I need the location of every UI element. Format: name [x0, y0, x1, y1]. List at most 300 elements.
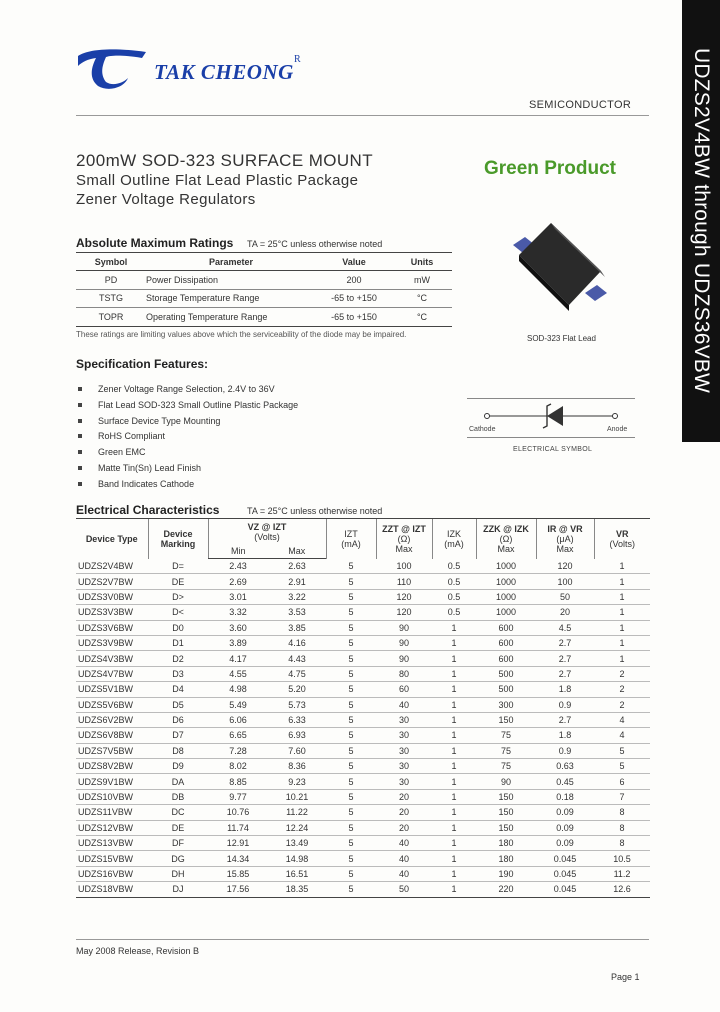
release-note: May 2008 Release, Revision B	[76, 946, 200, 956]
izk-cell: 1	[432, 682, 476, 697]
vz-max-cell: 4.43	[268, 651, 326, 666]
zzt-cell: 30	[376, 743, 432, 758]
vz-max-cell: 6.93	[268, 728, 326, 743]
izk-cell: 1	[432, 651, 476, 666]
vz-max-cell: 2.91	[268, 574, 326, 589]
izt-cell: 5	[326, 836, 376, 851]
zzk-cell: 90	[476, 774, 536, 789]
vz-max-cell: 16.51	[268, 866, 326, 881]
table-row	[76, 574, 650, 589]
izk-cell: 1	[432, 759, 476, 774]
vr-cell: 1	[594, 589, 650, 604]
izk-cell: 1	[432, 712, 476, 727]
package-caption: SOD-323 Flat Lead	[527, 334, 596, 343]
device-type-cell: UDZS5V1BW	[76, 682, 148, 697]
zzt-cell: 30	[376, 759, 432, 774]
vz-max-cell: 2.63	[268, 559, 326, 574]
col-vz	[208, 519, 326, 545]
device-marking-cell: D5	[148, 697, 208, 712]
table-row	[76, 308, 452, 327]
zzk-cell: 190	[476, 866, 536, 881]
ir-cell: 2.7	[536, 635, 594, 650]
vz-min-cell: 12.91	[208, 836, 268, 851]
zzt-cell: 120	[376, 589, 432, 604]
vr-cell: 2	[594, 697, 650, 712]
zzt-cell: 90	[376, 651, 432, 666]
device-marking-cell: D2	[148, 651, 208, 666]
vz-min-cell: 2.43	[208, 559, 268, 574]
vz-min-cell: 4.55	[208, 666, 268, 681]
vz-max-cell: 3.53	[268, 605, 326, 620]
device-type-cell: UDZS3V9BW	[76, 635, 148, 650]
izk-unit: (mA)	[444, 538, 464, 549]
device-type-cell: UDZS2V7BW	[76, 574, 148, 589]
symbol-cell: TOPR	[76, 308, 146, 327]
vz-label: VZ @ IZT	[247, 521, 287, 532]
list-item: Band Indicates Cathode	[78, 479, 298, 495]
vz-min-cell: 17.56	[208, 882, 268, 897]
table-row	[76, 805, 650, 820]
vz-max-cell: 4.75	[268, 666, 326, 681]
vz-min-cell: 7.28	[208, 743, 268, 758]
col-zzt	[376, 519, 432, 559]
abs-max-note: TA = 25°C unless otherwise noted	[247, 239, 383, 249]
device-marking-cell: DH	[148, 866, 208, 881]
vz-min-cell: 15.85	[208, 866, 268, 881]
zzk-cell: 220	[476, 882, 536, 897]
izt-cell: 5	[326, 620, 376, 635]
zzk-cell: 1000	[476, 559, 536, 574]
izk-label: IZK	[446, 528, 461, 539]
zzk-unit: (Ω)	[499, 533, 513, 544]
zzk-cell: 180	[476, 851, 536, 866]
device-marking-cell: D3	[148, 666, 208, 681]
vz-min-cell: 11.74	[208, 820, 268, 835]
device-type-cell: UDZS4V7BW	[76, 666, 148, 681]
table-row	[76, 712, 650, 727]
zzt-unit: (Ω)	[397, 533, 411, 544]
device-type-cell: UDZS3V0BW	[76, 589, 148, 604]
ir-cell: 0.045	[536, 851, 594, 866]
device-type-cell: UDZS15VBW	[76, 851, 148, 866]
izk-cell: 1	[432, 805, 476, 820]
zzt-cell: 40	[376, 836, 432, 851]
table-row	[76, 851, 650, 866]
device-marking-cell: DJ	[148, 882, 208, 897]
title-line-3: Zener Voltage Regulators	[76, 191, 256, 208]
table-row	[76, 759, 650, 774]
list-item: Matte Tin(Sn) Lead Finish	[78, 463, 298, 479]
zzk-cell: 150	[476, 805, 536, 820]
device-type-cell: UDZS10VBW	[76, 789, 148, 804]
zzt-cell: 90	[376, 620, 432, 635]
zzk-cell: 180	[476, 836, 536, 851]
units-cell: mW	[392, 271, 452, 290]
izk-cell: 1	[432, 836, 476, 851]
device-type-cell: UDZS12VBW	[76, 820, 148, 835]
vr-cell: 8	[594, 820, 650, 835]
vz-max-cell: 14.98	[268, 851, 326, 866]
izk-cell: 1	[432, 774, 476, 789]
vz-min-cell: 4.98	[208, 682, 268, 697]
device-type-cell: UDZS13VBW	[76, 836, 148, 851]
ir-cell: 0.045	[536, 866, 594, 881]
vz-max-cell: 11.22	[268, 805, 326, 820]
vr-cell: 1	[594, 635, 650, 650]
zzk-cell: 300	[476, 697, 536, 712]
table-row	[76, 866, 650, 881]
ir-cell: 2.7	[536, 712, 594, 727]
units-cell: °C	[392, 308, 452, 327]
table-row	[76, 666, 650, 681]
ir-cell: 0.09	[536, 805, 594, 820]
ir-cell: 2.7	[536, 666, 594, 681]
device-type-cell: UDZS18VBW	[76, 882, 148, 897]
device-type-cell: UDZS4V3BW	[76, 651, 148, 666]
table-row	[76, 635, 650, 650]
list-item: RoHS Compliant	[78, 431, 298, 447]
izk-cell: 1	[432, 620, 476, 635]
col-parameter: Parameter	[146, 253, 316, 271]
list-item: Green EMC	[78, 447, 298, 463]
zzt-cell: 80	[376, 666, 432, 681]
zzt-cell: 90	[376, 635, 432, 650]
cathode-label: Cathode	[469, 426, 496, 433]
zzt-cell: 30	[376, 712, 432, 727]
table-row	[76, 589, 650, 604]
table-row	[76, 882, 650, 897]
vz-min-cell: 5.49	[208, 697, 268, 712]
electrical-table	[76, 518, 650, 898]
vr-cell: 8	[594, 805, 650, 820]
list-item: Flat Lead SOD-323 Small Outline Plastic Package	[78, 400, 298, 416]
vr-cell: 1	[594, 620, 650, 635]
vz-max-cell: 13.49	[268, 836, 326, 851]
vz-max-cell: 7.60	[268, 743, 326, 758]
col-vr	[594, 519, 650, 559]
elec-title: Electrical Characteristics	[76, 503, 220, 517]
device-marking-cell: D6	[148, 712, 208, 727]
device-marking-cell: D>	[148, 589, 208, 604]
zzk-cell: 75	[476, 743, 536, 758]
izt-cell: 5	[326, 866, 376, 881]
ir-sub: Max	[556, 543, 574, 554]
device-marking-cell: DA	[148, 774, 208, 789]
ir-cell: 0.9	[536, 743, 594, 758]
izt-cell: 5	[326, 743, 376, 758]
table-row	[76, 289, 452, 308]
izt-cell: 5	[326, 882, 376, 897]
device-marking-cell: DF	[148, 836, 208, 851]
izt-cell: 5	[326, 651, 376, 666]
izk-cell: 0.5	[432, 589, 476, 604]
symbol-cell: TSTG	[76, 289, 146, 308]
list-item: Zener Voltage Range Selection, 2.4V to 36V	[78, 384, 298, 400]
value-cell: -65 to +150	[316, 308, 392, 327]
zzt-cell: 100	[376, 559, 432, 574]
izt-cell: 5	[326, 697, 376, 712]
ir-cell: 0.18	[536, 789, 594, 804]
vr-cell: 8	[594, 836, 650, 851]
ir-cell: 50	[536, 589, 594, 604]
vr-cell: 4	[594, 728, 650, 743]
izt-cell: 5	[326, 789, 376, 804]
tak-cheong-logo-icon	[72, 44, 150, 90]
abs-max-table	[76, 252, 452, 327]
izt-cell: 5	[326, 605, 376, 620]
col-izk	[432, 519, 476, 559]
spec-list	[78, 384, 298, 495]
izt-cell: 5	[326, 559, 376, 574]
col-symbol: Symbol	[76, 253, 146, 271]
table-row	[76, 271, 452, 290]
vz-min-cell: 3.32	[208, 605, 268, 620]
izt-cell: 5	[326, 728, 376, 743]
vz-max-cell: 12.24	[268, 820, 326, 835]
value-cell: 200	[316, 271, 392, 290]
device-marking-cell: DB	[148, 789, 208, 804]
zzt-label: ZZT @ IZT	[382, 523, 426, 534]
zzt-cell: 120	[376, 605, 432, 620]
device-marking-cell: D<	[148, 605, 208, 620]
ir-cell: 0.045	[536, 882, 594, 897]
zzk-cell: 150	[476, 712, 536, 727]
title-line-1: 200mW SOD-323 SURFACE MOUNT	[76, 151, 374, 170]
izk-cell: 1	[432, 866, 476, 881]
col-izt	[326, 519, 376, 559]
parameter-cell: Operating Temperature Range	[146, 308, 316, 327]
title-line-2: Small Outline Flat Lead Plastic Package	[76, 172, 359, 189]
zzt-cell: 40	[376, 866, 432, 881]
company-logo	[72, 44, 302, 90]
vr-cell: 1	[594, 574, 650, 589]
vr-cell: 7	[594, 789, 650, 804]
vz-min-cell: 3.60	[208, 620, 268, 635]
izk-cell: 1	[432, 851, 476, 866]
table-row	[76, 605, 650, 620]
zzt-cell: 40	[376, 851, 432, 866]
izt-cell: 5	[326, 635, 376, 650]
izk-cell: 1	[432, 697, 476, 712]
izk-cell: 0.5	[432, 605, 476, 620]
col-device-type: Device Type	[76, 519, 148, 559]
ir-cell: 0.9	[536, 697, 594, 712]
vz-max-cell: 18.35	[268, 882, 326, 897]
registered-mark: R	[294, 54, 301, 65]
zzt-cell: 30	[376, 774, 432, 789]
vz-max-cell: 3.22	[268, 589, 326, 604]
device-marking-cell: DE	[148, 820, 208, 835]
device-marking-cell: DG	[148, 851, 208, 866]
vz-max-cell: 5.20	[268, 682, 326, 697]
table-row	[76, 651, 650, 666]
izk-cell: 1	[432, 635, 476, 650]
izt-cell: 5	[326, 682, 376, 697]
table-row	[76, 728, 650, 743]
device-type-cell: UDZS9V1BW	[76, 774, 148, 789]
device-type-cell: UDZS16VBW	[76, 866, 148, 881]
symbol-caption: ELECTRICAL SYMBOL	[513, 446, 593, 453]
zzk-cell: 1000	[476, 574, 536, 589]
vr-cell: 10.5	[594, 851, 650, 866]
vr-cell: 2	[594, 666, 650, 681]
vz-min-cell: 6.06	[208, 712, 268, 727]
zzk-label: ZZK @ IZK	[483, 523, 529, 534]
izt-cell: 5	[326, 820, 376, 835]
zzk-cell: 75	[476, 728, 536, 743]
zzk-cell: 75	[476, 759, 536, 774]
izk-cell: 0.5	[432, 574, 476, 589]
zzt-cell: 50	[376, 882, 432, 897]
device-marking-cell: DC	[148, 805, 208, 820]
vr-cell: 1	[594, 559, 650, 574]
zzk-cell: 500	[476, 682, 536, 697]
vr-label: VR	[615, 528, 629, 539]
col-units: Units	[392, 253, 452, 271]
ir-cell: 0.63	[536, 759, 594, 774]
ir-unit: (μA)	[556, 533, 574, 544]
spec-title: Specification Features:	[76, 357, 209, 371]
zzk-cell: 1000	[476, 589, 536, 604]
table-row	[76, 774, 650, 789]
device-type-cell: UDZS6V8BW	[76, 728, 148, 743]
ir-cell: 100	[536, 574, 594, 589]
izt-cell: 5	[326, 574, 376, 589]
izt-cell: 5	[326, 774, 376, 789]
zzk-cell: 1000	[476, 605, 536, 620]
vz-max-cell: 3.85	[268, 620, 326, 635]
side-title: UDZS2V4BW through UDZS36VBW	[690, 48, 713, 394]
zzk-cell: 500	[476, 666, 536, 681]
izk-cell: 0.5	[432, 559, 476, 574]
vz-min-cell: 6.65	[208, 728, 268, 743]
zzk-cell: 600	[476, 651, 536, 666]
vr-cell: 11.2	[594, 866, 650, 881]
device-marking-cell: D7	[148, 728, 208, 743]
electrical-symbol	[467, 398, 635, 438]
vr-cell: 1	[594, 651, 650, 666]
izt-cell: 5	[326, 712, 376, 727]
device-type-cell: UDZS2V4BW	[76, 559, 148, 574]
device-type-cell: UDZS8V2BW	[76, 759, 148, 774]
izk-cell: 1	[432, 666, 476, 681]
zzk-cell: 150	[476, 820, 536, 835]
col-vz-min: Min	[208, 545, 268, 559]
device-marking-cell: D=	[148, 559, 208, 574]
zzt-cell: 20	[376, 805, 432, 820]
table-row	[76, 836, 650, 851]
table-row	[76, 697, 650, 712]
green-product-label: Green Product	[484, 158, 616, 179]
vz-min-cell: 3.89	[208, 635, 268, 650]
table-row	[76, 620, 650, 635]
izk-cell: 1	[432, 882, 476, 897]
table-row	[76, 743, 650, 758]
vz-min-cell: 8.85	[208, 774, 268, 789]
izt-unit: (mA)	[341, 538, 361, 549]
header-divider	[76, 115, 649, 116]
izk-cell: 1	[432, 743, 476, 758]
device-type-cell: UDZS3V6BW	[76, 620, 148, 635]
zzt-cell: 60	[376, 682, 432, 697]
izt-cell: 5	[326, 851, 376, 866]
vr-cell: 4	[594, 712, 650, 727]
sod323-package-icon	[505, 215, 615, 325]
ir-label: IR @ VR	[547, 523, 583, 534]
page-number: Page 1	[611, 972, 640, 982]
ir-cell: 20	[536, 605, 594, 620]
izt-cell: 5	[326, 666, 376, 681]
izk-cell: 1	[432, 820, 476, 835]
vz-min-cell: 10.76	[208, 805, 268, 820]
vz-min-cell: 3.01	[208, 589, 268, 604]
vz-max-cell: 9.23	[268, 774, 326, 789]
ir-cell: 4.5	[536, 620, 594, 635]
parameter-cell: Storage Temperature Range	[146, 289, 316, 308]
device-marking-cell: D1	[148, 635, 208, 650]
abs-max-title: Absolute Maximum Ratings	[76, 236, 234, 250]
col-value: Value	[316, 253, 392, 271]
ir-cell: 0.09	[536, 820, 594, 835]
ir-cell: 120	[536, 559, 594, 574]
electrical-table-body	[76, 559, 650, 898]
table-row	[76, 820, 650, 835]
vz-unit: (Volts)	[254, 531, 280, 542]
vz-min-cell: 9.77	[208, 789, 268, 804]
vr-cell: 5	[594, 743, 650, 758]
device-type-cell: UDZS5V6BW	[76, 697, 148, 712]
col-vz-max: Max	[268, 545, 326, 559]
ir-cell: 0.45	[536, 774, 594, 789]
zzt-cell: 40	[376, 697, 432, 712]
vr-cell: 5	[594, 759, 650, 774]
vr-cell: 2	[594, 682, 650, 697]
table-row	[76, 789, 650, 804]
vr-cell: 12.6	[594, 882, 650, 897]
zzt-cell: 20	[376, 789, 432, 804]
vz-min-cell: 14.34	[208, 851, 268, 866]
device-marking-cell: DE	[148, 574, 208, 589]
device-marking-cell: D0	[148, 620, 208, 635]
col-ir	[536, 519, 594, 559]
value-cell: -65 to +150	[316, 289, 392, 308]
category-label: SEMICONDUCTOR	[529, 99, 632, 111]
ir-cell: 2.7	[536, 651, 594, 666]
side-title-bar	[682, 0, 720, 442]
izk-cell: 1	[432, 789, 476, 804]
list-item: Surface Device Type Mounting	[78, 416, 298, 432]
vz-max-cell: 8.36	[268, 759, 326, 774]
vz-max-cell: 6.33	[268, 712, 326, 727]
zzt-cell: 110	[376, 574, 432, 589]
footer-divider	[76, 939, 649, 940]
vz-min-cell: 2.69	[208, 574, 268, 589]
abs-max-footnote: These ratings are limiting values above which the serviceability of the diode may be impaired.	[76, 330, 407, 339]
vr-cell: 6	[594, 774, 650, 789]
vr-cell: 1	[594, 605, 650, 620]
zzt-cell: 30	[376, 728, 432, 743]
col-zzk	[476, 519, 536, 559]
device-type-cell: UDZS7V5BW	[76, 743, 148, 758]
zzk-cell: 600	[476, 620, 536, 635]
vz-max-cell: 5.73	[268, 697, 326, 712]
symbol-cell: PD	[76, 271, 146, 290]
col-device-marking: Device Marking	[148, 519, 208, 559]
vz-min-cell: 8.02	[208, 759, 268, 774]
izt-cell: 5	[326, 805, 376, 820]
table-row	[76, 559, 650, 574]
device-type-cell: UDZS11VBW	[76, 805, 148, 820]
